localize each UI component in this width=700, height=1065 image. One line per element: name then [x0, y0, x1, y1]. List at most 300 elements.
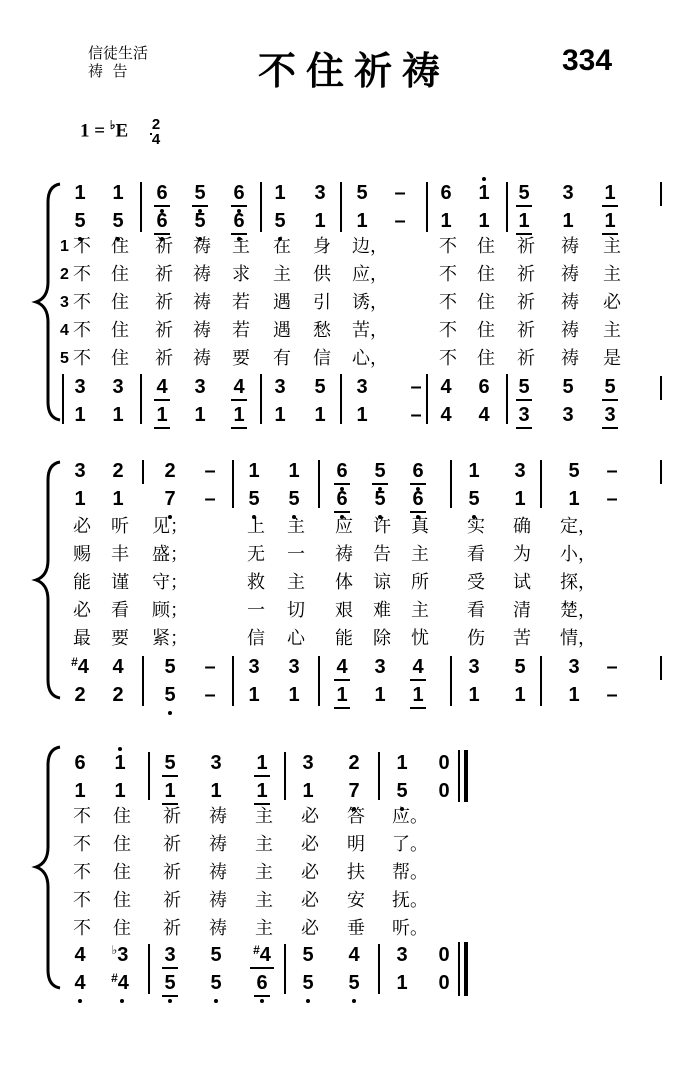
- note-digit: 1: [114, 752, 126, 774]
- note: 4: [478, 404, 490, 426]
- note-digit: 4: [412, 656, 424, 678]
- note: 1: [440, 210, 452, 232]
- note-digit: 6: [256, 972, 268, 994]
- note: 3: [568, 656, 580, 678]
- note-digit: 4: [233, 376, 245, 398]
- lyric-char: 必: [73, 600, 91, 621]
- lyric-char: 祈: [163, 862, 181, 883]
- time-bottom: 4: [151, 131, 161, 148]
- note: 2: [74, 684, 86, 706]
- lyric-char: 祈: [163, 890, 181, 911]
- note-digit: 6: [233, 182, 245, 204]
- note: [514, 376, 534, 398]
- verse-number: 1: [60, 238, 69, 255]
- lyric-char: 必: [301, 862, 319, 883]
- lyric-char: 应: [335, 516, 353, 537]
- note: [160, 488, 180, 510]
- lyric-char: 祷: [193, 236, 211, 257]
- note: 1: [274, 404, 286, 426]
- note: 1: [478, 210, 490, 232]
- lyric-char: 祈: [517, 264, 535, 285]
- note: –: [606, 684, 618, 706]
- note: [160, 972, 180, 994]
- note-digit: 6: [233, 210, 245, 232]
- bar-line: [232, 656, 234, 706]
- note: [408, 488, 428, 510]
- bar-line: [450, 656, 452, 706]
- lyric-char: 上: [247, 516, 265, 537]
- lyric-char: 扶: [347, 862, 365, 883]
- lyric-char: 若: [232, 320, 250, 341]
- lyric-char: 楚，: [560, 600, 596, 621]
- lyric-char: 最: [73, 628, 91, 649]
- note-digit: 5: [302, 972, 314, 994]
- note: 1: [302, 780, 314, 802]
- note-digit: 4: [156, 376, 168, 398]
- lyric-char: 不: [73, 348, 91, 369]
- note: 1: [568, 488, 580, 510]
- bar-line: [506, 182, 508, 232]
- lyric-char: 难: [373, 600, 391, 621]
- bar-line: [660, 460, 662, 484]
- note: [160, 944, 180, 966]
- note: [229, 210, 249, 232]
- note: –: [606, 488, 618, 510]
- lyric-char: 听。: [392, 918, 428, 939]
- note: [332, 460, 352, 482]
- note: 2: [112, 460, 124, 482]
- note-digit: 3: [604, 404, 616, 426]
- note: [190, 182, 210, 204]
- note: [474, 182, 494, 204]
- note-digit: 5: [194, 210, 206, 232]
- note: [229, 404, 249, 426]
- note: 1: [468, 460, 480, 482]
- lyric-char: 情，: [560, 628, 596, 649]
- bar-line: [426, 374, 428, 424]
- lyric-char: 必: [301, 890, 319, 911]
- bar-line: [540, 656, 542, 706]
- lyric-char: 主: [603, 236, 621, 257]
- note: [244, 488, 264, 510]
- end-bar-thick: [464, 750, 468, 802]
- note: 3: [468, 656, 480, 678]
- lyric-char: 不: [439, 320, 457, 341]
- lyric-char: 安: [347, 890, 365, 911]
- note: [229, 182, 249, 204]
- end-bar-thin: [458, 750, 460, 802]
- note: 3: [274, 376, 286, 398]
- lyric-char: 主: [255, 918, 273, 939]
- lyric-char: 住: [477, 348, 495, 369]
- note: –: [410, 376, 422, 398]
- lyric-char: 不: [73, 918, 91, 939]
- note: 1: [112, 488, 124, 510]
- lyric-char: 边，: [352, 236, 388, 257]
- lyric-char: 祈: [163, 806, 181, 827]
- note-digit: 5: [468, 488, 480, 510]
- note: [332, 488, 352, 510]
- lyric-char: 祈: [517, 348, 535, 369]
- note: 4: [440, 376, 452, 398]
- note: 1: [74, 182, 86, 204]
- bar-line: [284, 752, 286, 800]
- lyric-char: 告: [373, 544, 391, 565]
- note: –: [204, 656, 216, 678]
- note: [270, 210, 290, 232]
- note: [160, 752, 180, 774]
- lyric-char: 住: [111, 292, 129, 313]
- note-digit: 6: [336, 460, 348, 482]
- lyric-char: 祷: [335, 544, 353, 565]
- note: [152, 182, 172, 204]
- note-digit: 6: [412, 488, 424, 510]
- lyric-char: 探，: [560, 572, 596, 593]
- note: 1: [314, 404, 326, 426]
- lyric-char: 主: [232, 236, 250, 257]
- note: 5: [514, 656, 526, 678]
- note: [190, 210, 210, 232]
- verse-number: 2: [60, 266, 69, 283]
- note: –: [204, 488, 216, 510]
- note: 6: [440, 182, 452, 204]
- lyric-char: 不: [73, 236, 91, 257]
- lyric-char: 住: [113, 890, 131, 911]
- lyric-char: 小，: [560, 544, 596, 565]
- bar-line: [540, 460, 542, 508]
- note: 1: [396, 972, 408, 994]
- note-digit: 3: [164, 944, 176, 966]
- note: –: [204, 684, 216, 706]
- lyric-char: 真: [411, 516, 429, 537]
- lyric-char: 主: [255, 890, 273, 911]
- note: 1: [112, 182, 124, 204]
- lyric-char: 住: [113, 806, 131, 827]
- subcategory-label: 祷 告: [88, 62, 128, 80]
- verse-number: 3: [60, 294, 69, 311]
- lyric-char: 苦: [513, 628, 531, 649]
- lyric-char: 看: [467, 544, 485, 565]
- note: 5: [562, 376, 574, 398]
- note-digit: 5: [518, 376, 530, 398]
- note-digit: 7: [164, 488, 176, 510]
- bar-line: [660, 656, 662, 680]
- bar-line: [142, 656, 144, 706]
- lyric-char: 一: [247, 600, 265, 621]
- lyric-char: 住: [113, 862, 131, 883]
- note-digit: 6: [412, 460, 424, 482]
- note: 3: [374, 656, 386, 678]
- note: 1: [396, 752, 408, 774]
- note-digit: 5: [348, 972, 360, 994]
- note: [152, 376, 172, 398]
- lyric-char: 祷: [561, 264, 579, 285]
- note: [106, 972, 134, 994]
- note: 3: [112, 376, 124, 398]
- lyric-char: 主: [255, 862, 273, 883]
- note: 1: [356, 404, 368, 426]
- lyric-char: 不: [73, 264, 91, 285]
- note: 3: [210, 752, 222, 774]
- note: –: [606, 460, 618, 482]
- end-bar-thin: [458, 942, 460, 996]
- note-digit: 5: [210, 972, 222, 994]
- note-digit: 5: [194, 182, 206, 204]
- lyric-char: 不: [439, 236, 457, 257]
- note-digit: 1: [478, 182, 490, 204]
- note-digit: 7: [348, 780, 360, 802]
- lyric-char: 谨: [111, 572, 129, 593]
- note: 1: [374, 684, 386, 706]
- lyric-char: 不: [73, 292, 91, 313]
- lyric-char: 能: [73, 572, 91, 593]
- note: [408, 684, 428, 706]
- lyric-char: 若: [232, 292, 250, 313]
- bar-line: [660, 376, 662, 400]
- lyric-char: 看: [111, 600, 129, 621]
- lyric-char: 不: [439, 264, 457, 285]
- lyric-char: 忧: [411, 628, 429, 649]
- note: 3: [396, 944, 408, 966]
- note: 1: [248, 460, 260, 482]
- bar-line: [148, 944, 150, 994]
- category-label: 信徒生活: [88, 44, 149, 62]
- lyric-char: 祈: [517, 292, 535, 313]
- note-digit: 5: [164, 752, 176, 774]
- note: 0: [438, 780, 450, 802]
- note: [600, 182, 620, 204]
- lyric-char: 主: [603, 320, 621, 341]
- lyric-char: 祈: [517, 320, 535, 341]
- lyric-char: 住: [477, 236, 495, 257]
- lyric-char: 供: [313, 264, 331, 285]
- note: [108, 210, 128, 232]
- key-note: E: [115, 120, 129, 142]
- lyric-char: 遇: [273, 320, 291, 341]
- bar-line: [260, 374, 262, 424]
- bar-line: [62, 374, 64, 424]
- note: 5: [210, 944, 222, 966]
- note: 1: [514, 684, 526, 706]
- note: [160, 780, 180, 802]
- note: 2: [348, 752, 360, 774]
- lyric-char: 祷: [193, 320, 211, 341]
- note-digit: 1: [336, 684, 348, 706]
- note: –: [204, 460, 216, 482]
- lyric-char: 主: [273, 264, 291, 285]
- note-digit: 6: [336, 488, 348, 510]
- note: 6: [74, 752, 86, 774]
- lyric-char: 住: [113, 834, 131, 855]
- note: [160, 684, 180, 706]
- note-digit: 5: [604, 376, 616, 398]
- note: –: [410, 404, 422, 426]
- lyric-char: 不: [73, 862, 91, 883]
- note-digit: 5: [112, 210, 124, 232]
- note: [464, 488, 484, 510]
- lyric-char: 住: [477, 320, 495, 341]
- bar-line: [506, 374, 508, 424]
- lyric-char: 应。: [392, 806, 428, 827]
- lyric-char: 了。: [392, 834, 428, 855]
- lyric-char: 心: [287, 628, 305, 649]
- note-digit: 5: [374, 460, 386, 482]
- note: 0: [438, 752, 450, 774]
- verse-number: 4: [60, 322, 69, 339]
- lyric-char: 住: [111, 236, 129, 257]
- note: [152, 404, 172, 426]
- note: [332, 656, 352, 678]
- note: [514, 182, 534, 204]
- bar-line: [148, 752, 150, 800]
- lyric-char: 无: [247, 544, 265, 565]
- note: 0: [438, 972, 450, 994]
- note-digit: 5: [74, 210, 86, 232]
- note: #4: [71, 655, 89, 678]
- note: 2: [164, 460, 176, 482]
- lyric-char: 不: [439, 292, 457, 313]
- lyric-char: 主: [603, 264, 621, 285]
- note: [332, 684, 352, 706]
- note: –: [394, 182, 406, 204]
- lyric-char: 守；: [152, 572, 188, 593]
- note: 3: [74, 376, 86, 398]
- note-digit: 1: [412, 684, 424, 706]
- note-digit: 5: [288, 488, 300, 510]
- lyric-char: 要: [232, 348, 250, 369]
- lyric-char: 祷: [561, 320, 579, 341]
- lyric-char: 不: [73, 890, 91, 911]
- note-digit: 1: [518, 210, 530, 232]
- note: 1: [468, 684, 480, 706]
- note: 4: [440, 404, 452, 426]
- note: 1: [356, 210, 368, 232]
- lyric-char: 祷: [193, 292, 211, 313]
- note: 2: [112, 684, 124, 706]
- note: 1: [74, 404, 86, 426]
- note: [206, 972, 226, 994]
- note-digit: 5: [374, 488, 386, 510]
- note-digit: 5: [164, 684, 176, 706]
- lyric-char: 住: [477, 292, 495, 313]
- lyric-char: 必: [301, 834, 319, 855]
- hymn-number: 334: [562, 44, 613, 77]
- note: 3: [74, 460, 86, 482]
- lyric-char: 遇: [273, 292, 291, 313]
- lyric-char: 能: [335, 628, 353, 649]
- bar-line: [318, 656, 320, 706]
- lyric-char: 苦，: [352, 320, 388, 341]
- note: [408, 656, 428, 678]
- lyric-char: 必: [603, 292, 621, 313]
- lyric-char: 紧；: [152, 628, 188, 649]
- note: 5: [568, 460, 580, 482]
- note-digit: 1: [156, 404, 168, 426]
- lyric-char: 确: [513, 516, 531, 537]
- note: 4: [74, 944, 86, 966]
- lyric-char: 一: [287, 544, 305, 565]
- note: 1: [288, 460, 300, 482]
- note: [514, 210, 534, 232]
- lyric-char: 祷: [193, 264, 211, 285]
- lyric-char: 心，: [352, 348, 388, 369]
- lyric-char: 实: [467, 516, 485, 537]
- bar-line: [260, 182, 262, 232]
- note: [600, 404, 620, 426]
- bar-line: [340, 182, 342, 232]
- lyric-char: 祈: [155, 236, 173, 257]
- bar-line: [450, 460, 452, 508]
- note: 3: [302, 752, 314, 774]
- lyric-char: 不: [439, 348, 457, 369]
- note: [600, 210, 620, 232]
- note-digit: #4: [111, 971, 129, 994]
- note: 1: [194, 404, 206, 426]
- bar-line: [660, 182, 662, 206]
- note-digit: 5: [248, 488, 260, 510]
- note-digit: 1: [604, 210, 616, 232]
- lyric-char: 信: [247, 628, 265, 649]
- note: [229, 376, 249, 398]
- lyric-char: 不: [73, 834, 91, 855]
- lyric-char: 祈: [155, 292, 173, 313]
- note: [344, 972, 364, 994]
- lyric-char: 伤: [467, 628, 485, 649]
- lyric-char: 丰: [111, 544, 129, 565]
- lyric-char: 抚。: [392, 890, 428, 911]
- lyric-char: 盛；: [152, 544, 188, 565]
- note: 4: [112, 656, 124, 678]
- note: 6: [478, 376, 490, 398]
- note: [70, 210, 90, 232]
- bar-line: [140, 374, 142, 424]
- note: [370, 460, 390, 482]
- note: [152, 210, 172, 232]
- note-digit: #4: [253, 943, 271, 966]
- lyric-char: 主: [255, 806, 273, 827]
- lyric-char: 必: [301, 806, 319, 827]
- lyric-char: 所: [411, 572, 429, 593]
- lyric-char: 是: [603, 348, 621, 369]
- lyric-char: 有: [273, 348, 291, 369]
- lyric-char: 不: [73, 320, 91, 341]
- note: [110, 752, 130, 774]
- note: 1: [210, 780, 222, 802]
- bar-line: [140, 182, 142, 232]
- bar-line: [318, 460, 320, 508]
- bar-line: [284, 944, 286, 994]
- note: 1: [74, 780, 86, 802]
- lyric-char: 听: [111, 516, 129, 537]
- lyric-char: 住: [477, 264, 495, 285]
- note: 3: [562, 404, 574, 426]
- note: 5: [302, 944, 314, 966]
- lyric-char: 祈: [155, 264, 173, 285]
- note: 3: [194, 376, 206, 398]
- note: 1: [514, 488, 526, 510]
- lyric-char: 谅: [373, 572, 391, 593]
- lyric-char: 顾；: [152, 600, 188, 621]
- lyric-char: 明: [347, 834, 365, 855]
- time-signature: [150, 117, 162, 147]
- time-top: 2: [151, 116, 161, 133]
- note: [70, 972, 90, 994]
- lyric-char: 体: [335, 572, 353, 593]
- note-digit: 5: [274, 210, 286, 232]
- note: 4: [348, 944, 360, 966]
- note: [252, 752, 272, 774]
- lyric-char: 试: [513, 572, 531, 593]
